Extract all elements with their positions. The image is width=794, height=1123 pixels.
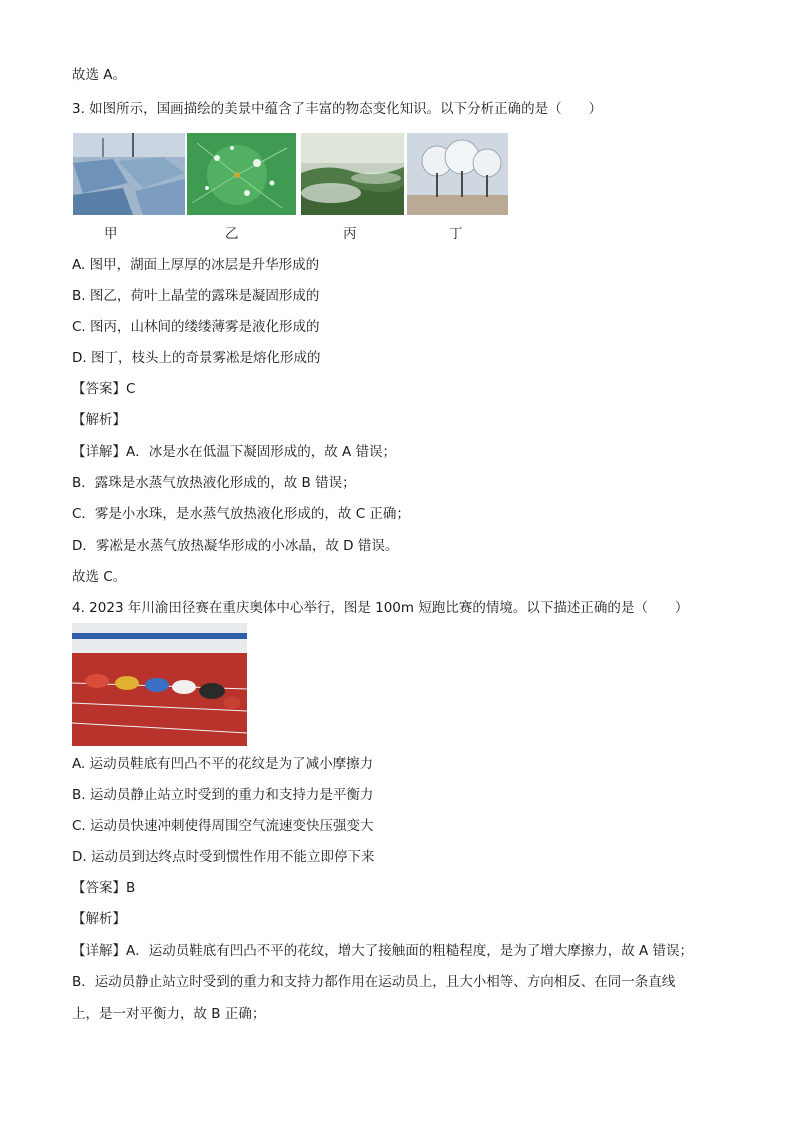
option-b: B. 运动员静止站立时受到的重力和支持力是平衡力 <box>72 787 374 803</box>
photo-frozen-lake <box>73 133 185 215</box>
question-4-stem: 4. 2023 年川渝田径赛在重庆奥体中心举行，图是 100m 短跑比赛的情境。以下描述正确的是（ ） <box>72 600 689 616</box>
photo-lotus-leaf-dew <box>187 133 296 215</box>
caption-ding: 丁 <box>449 226 463 242</box>
option-c: C. 图丙，山林间的缕缕薄雾是液化形成的 <box>72 319 320 335</box>
photo-misty-forest <box>301 133 404 215</box>
explanation-line: D．雾凇是水蒸气放热凝华形成的小冰晶，故 D 错误。 <box>72 538 399 554</box>
option-d: D. 图丁，枝头上的奇景雾凇是熔化形成的 <box>72 350 321 366</box>
explanation-line: 【详解】A．运动员鞋底有凹凸不平的花纹，增大了接触面的粗糙程度，是为了增大摩擦力，故 A 错误； <box>72 943 694 959</box>
caption-yi: 乙 <box>225 226 239 242</box>
photo-sprint-start <box>72 623 247 746</box>
option-c: C. 运动员快速冲刺使得周围空气流速变快压强变大 <box>72 818 374 834</box>
option-a: A. 运动员鞋底有凹凸不平的花纹是为了减小摩擦力 <box>72 756 374 772</box>
analysis-label: 【解析】 <box>72 412 126 428</box>
option-b: B. 图乙，荷叶上晶莹的露珠是凝固形成的 <box>72 288 320 304</box>
conclusion-line: 故选 C。 <box>72 569 127 585</box>
caption-bing: 丙 <box>343 226 357 242</box>
explanation-line: 上，是一对平衡力，故 B 正确； <box>72 1006 266 1022</box>
photo-rime-trees <box>407 133 508 215</box>
text-line: 故选 A。 <box>72 67 127 83</box>
explanation-line: C．雾是小水珠，是水蒸气放热液化形成的，故 C 正确； <box>72 506 410 522</box>
option-d: D. 运动员到达终点时受到惯性作用不能立即停下来 <box>72 849 375 865</box>
caption-jia: 甲 <box>104 226 118 242</box>
analysis-label: 【解析】 <box>72 911 126 927</box>
answer-label: 【答案】C <box>72 381 136 397</box>
answer-label: 【答案】B <box>72 880 136 896</box>
question-3-stem: 3. 如图所示，国画描绘的美景中蕴含了丰富的物态变化知识。以下分析正确的是（ ） <box>72 101 603 117</box>
explanation-line: B．运动员静止站立时受到的重力和支持力都作用在运动员上，且大小相等、方向相反、在同一条直线 <box>72 974 676 990</box>
explanation-line: B．露珠是水蒸气放热液化形成的，故 B 错误； <box>72 475 356 491</box>
option-a: A. 图甲，湖面上厚厚的冰层是升华形成的 <box>72 257 320 273</box>
explanation-line: 【详解】A．冰是水在低温下凝固形成的，故 A 错误； <box>72 444 397 460</box>
